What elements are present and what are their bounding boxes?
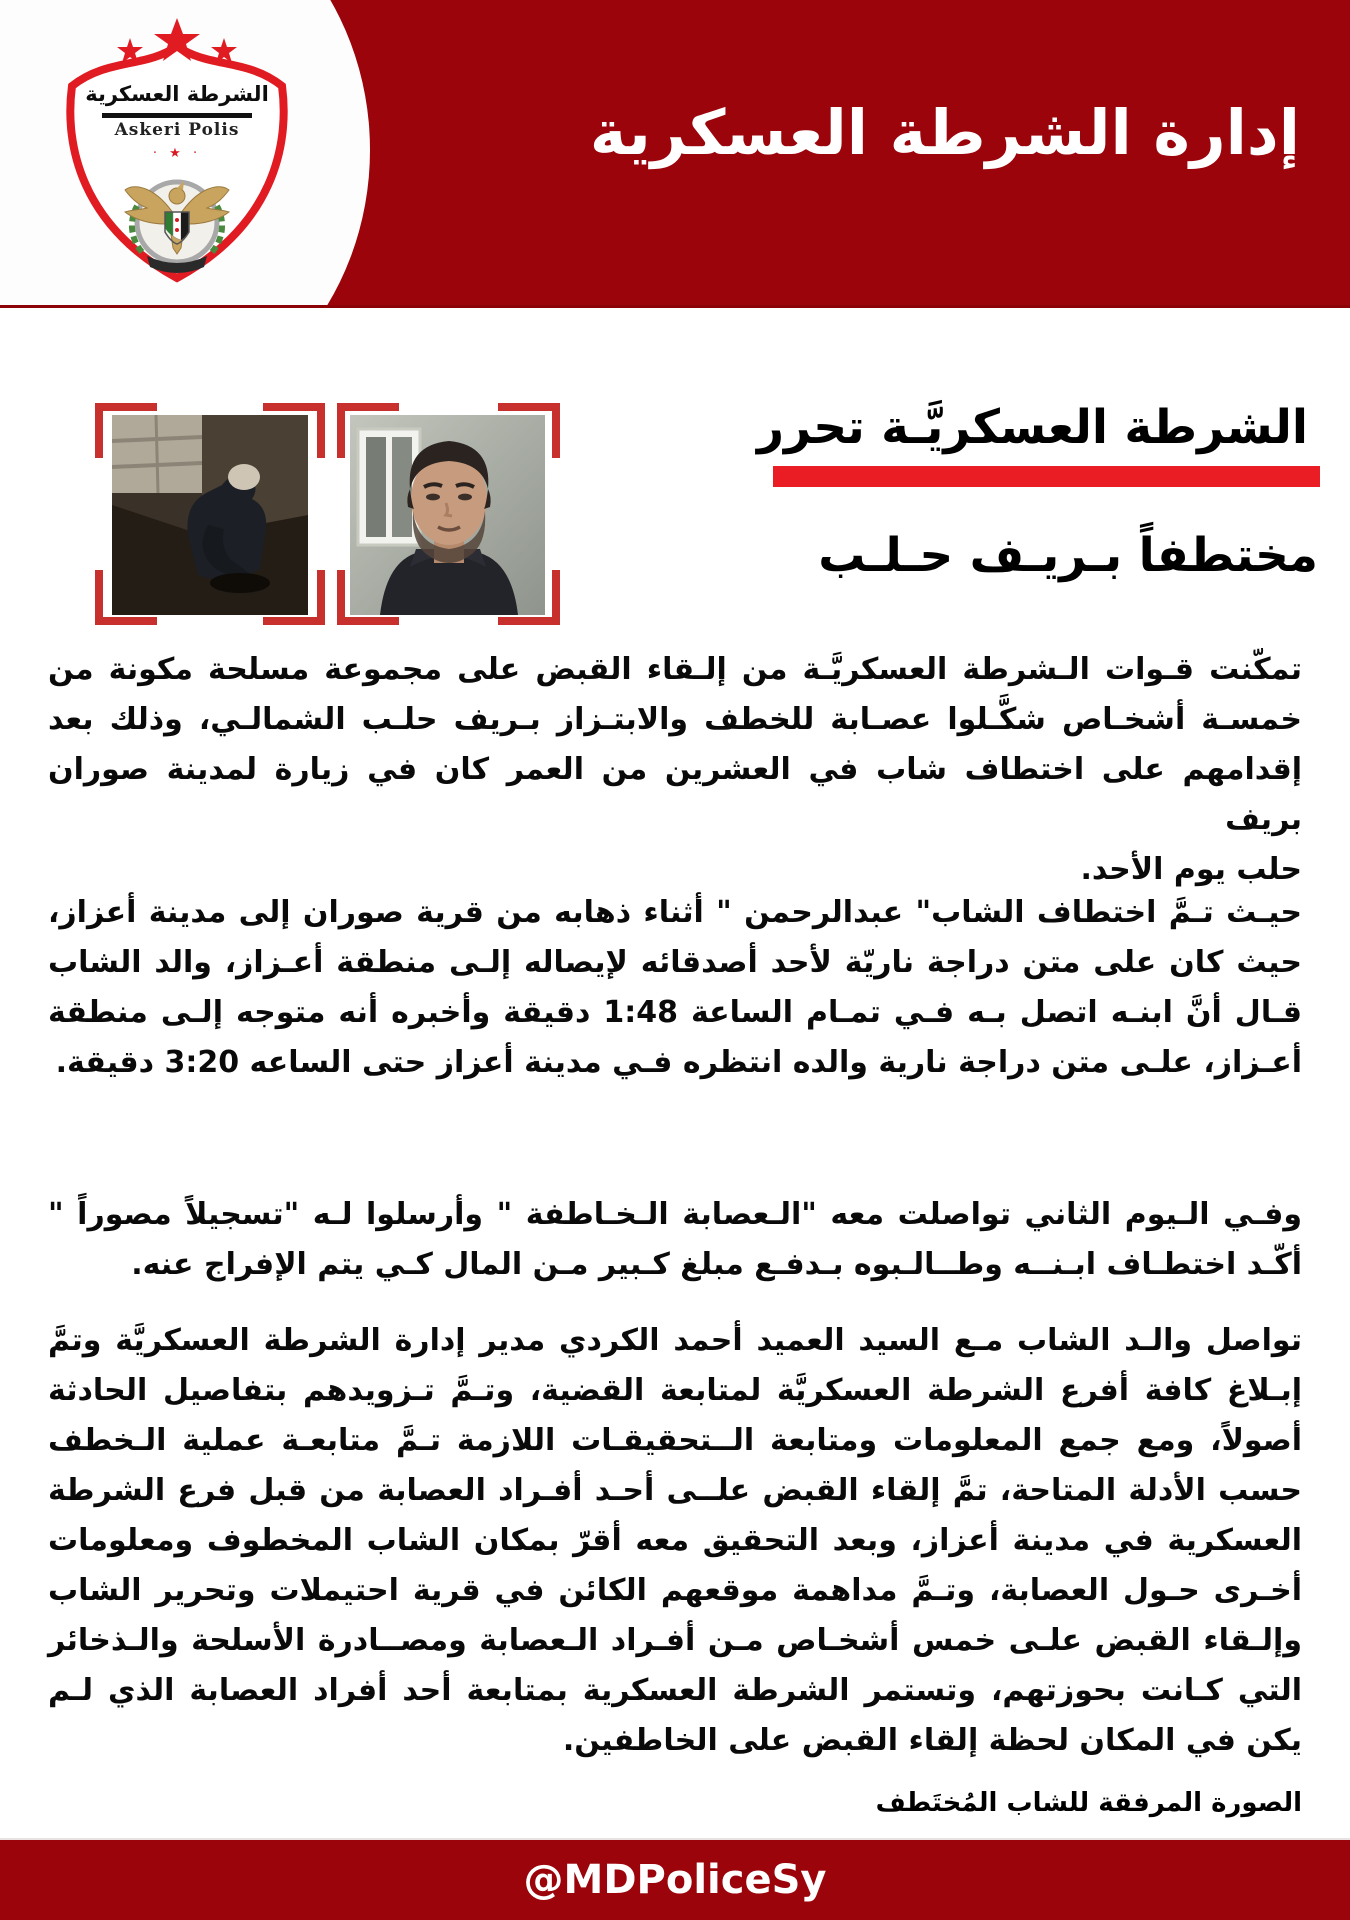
page-title: إدارة الشرطة العسكرية xyxy=(589,96,1300,169)
photo-kidnapped-scene xyxy=(112,415,308,615)
paragraph-line: العسكرية في مدينة أعزاز، وبعد التحقيق معه أقرّ بمكان الشاب المخطوف ومعلومات xyxy=(48,1523,1302,1558)
paragraph-1 xyxy=(48,645,1302,895)
paragraph-line: وفـي الـيوم الثاني تواصلت معه "الـعصابة الـخـاطفة " وأرسلوا لـه "تسجيلاً مصوراً " xyxy=(48,1197,1302,1232)
paragraph-line: قـال أنَّ ابنـه اتصل بـه فـي تمـام الساعة 1:48 دقيقة وأخبره أنه متوجه إلـى منطقة xyxy=(48,995,1302,1030)
paragraph-3 xyxy=(48,1190,1302,1290)
paragraph-line: خمسـة أشخـاص شكَّـلوا عصـابة للخطف والابتـزاز بـريف حلـب الشمالـي، وذلك بعد xyxy=(48,702,1302,737)
logo-arabic-name: الشرطة العسكرية xyxy=(85,82,269,106)
paragraph-line: حسب الأدلة المتاحة، تمَّ إلقاء القبض علــى أحـد أفـراد العصابة من قبل فرع الشرطة xyxy=(48,1473,1302,1508)
paragraph-line: تمكّنت قـوات الـشرطة العسكريَّـة من إلـقاء القبض على مجموعة مسلحة مكونة من xyxy=(48,652,1302,687)
paragraph-line: حيـث تـمَّ اختطاف الشاب" عبدالرحمن " أثناء ذهابه من قرية صوران إلى مدينة أعزاز، xyxy=(48,895,1302,930)
paragraph-line: إبـلاغ كافة أفرع الشرطة العسكريَّة لمتابعة القضية، وتـمَّ تـزويدهم بتفاصيل الحادثة xyxy=(48,1373,1302,1408)
photo-caption: الصورة المرفقة للشاب المُختَطف xyxy=(875,1788,1302,1818)
header-banner xyxy=(0,0,1350,308)
social-handle: @MDPoliceSy xyxy=(523,1857,827,1903)
paragraph-line: أصولاً، ومع جمع المعلومات ومتابعة الــتحقيقـات اللازمة تـمَّ متابعـة عملية الـخطف xyxy=(48,1423,1302,1458)
paragraph-line: حلب يوم الأحد. xyxy=(1080,852,1302,887)
paragraph-line: التي كـانت بحوزتهم، وتستمر الشرطة العسكرية بمتابعة أحد أفراد العصابة الذي لـم xyxy=(48,1673,1302,1708)
paragraph-2 xyxy=(48,888,1302,1088)
headline-line2: مختطفاً بـريـف حـلـب xyxy=(818,528,1318,583)
footer-banner xyxy=(0,1838,1350,1920)
shield-emblem-icon xyxy=(52,16,302,306)
photo-kidnapped-portrait xyxy=(350,415,545,615)
photo-frame-right xyxy=(337,403,560,625)
paragraph-line: إقدامهم على اختطاف شاب في العشرين من العمر كان في زيارة لمدينة صوران بريف xyxy=(48,752,1302,837)
paragraph-line: أخـرى حـول العصابة، وتـمَّ مداهمة موقعهم الكائن في قرية احتيملات وتحرير الشاب xyxy=(48,1573,1302,1608)
paragraph-line: يكن في المكان لحظة إلقاء القبض على الخاطفين. xyxy=(562,1723,1302,1758)
headline-underline xyxy=(773,466,1320,487)
logo-latin-name: Askeri Polis xyxy=(114,120,240,140)
military-police-logo xyxy=(52,16,302,306)
logo-divider xyxy=(102,113,252,118)
paragraph-4 xyxy=(48,1316,1302,1766)
headline-line1: الشرطة العسكريَّـة تحرر xyxy=(756,400,1308,455)
paragraph-line: أعـزاز، علـى متن دراجة نارية والده انتظره فـي مدينة أعزاز حتى الساعه 3:20 دقيقة. xyxy=(55,1045,1302,1080)
photo-frame-left xyxy=(95,403,325,625)
paragraph-line: تواصل والـد الشاب مـع السيد العميد أحمد الكردي مدير إدارة الشرطة العسكريَّة وتمَّ xyxy=(48,1323,1302,1358)
paragraph-line: حيث كان على متن دراجة ناريّة لأحد أصدقائه لإيصاله إلـى منطقة أعـزاز، والد الشاب xyxy=(48,945,1302,980)
paragraph-line: أكّـد اختطـاف ابـنــه وطــالـبوه بـدفـع مبلغ كـبير مـن المال كـي يتم الإفراج عنه. xyxy=(131,1247,1302,1282)
logo-ornament: · ★ · xyxy=(152,146,202,161)
paragraph-line: وإلـقاء القبض علـى خمس أشخـاص مـن أفـراد الـعصابة ومصــادرة الأسلحة والـذخائر xyxy=(48,1623,1302,1658)
